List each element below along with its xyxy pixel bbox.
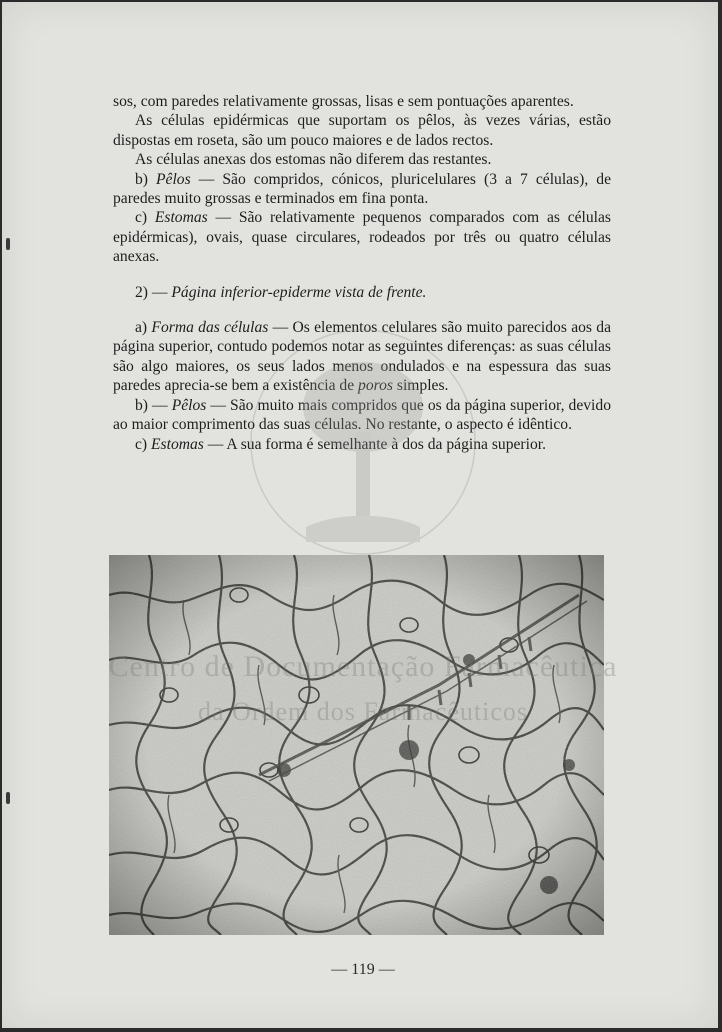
paragraph: As células anexas dos estomas não diferem das restantes. xyxy=(135,151,492,169)
item-term: Estomas xyxy=(154,209,208,227)
paragraph xyxy=(113,435,611,454)
paragraph: As células epidérmicas que suportam os pêlos, às vezes várias, estão dispostas em roseta, são um pouco maiores e de lados rectos. xyxy=(113,112,611,149)
paragraph xyxy=(113,396,611,435)
item-text: — São compridos, cónicos, pluricelulares (3 a 7 células), de paredes muito grossas e terminados em fina ponta. xyxy=(113,170,611,208)
item-label: c) xyxy=(135,209,155,227)
body-text xyxy=(113,92,611,454)
binding-mark xyxy=(6,238,10,250)
item-text: — Os elementos celulares são muito parecidos aos da página superior, contudo podemos notar as seguintes diferenças: as suas células são algo maiores, os seus lados menos ondulados e na espessura das suas paredes aprecia-se bem a existência de xyxy=(113,319,611,395)
item-text: simples. xyxy=(392,377,449,395)
item-term: Forma das células xyxy=(151,319,269,337)
section-number: 2) — xyxy=(135,283,172,301)
paragraph: sos, com paredes relativamente grossas, lisas e sem pontuações aparentes. xyxy=(113,93,574,110)
item-text: — São muito mais compridos que os da página superior, devido ao maior comprimento das suas células. No restante, o aspecto é idêntico. xyxy=(113,396,611,434)
item-label: b) xyxy=(135,170,157,188)
item-term: Pêlos xyxy=(156,170,191,188)
paragraph xyxy=(113,208,611,266)
item-label: c) xyxy=(135,435,152,453)
item-text: — São relativamente pequenos comparados com as células epidérmicas), ovais, quase circulares, rodeados por três ou quatro células anexas. xyxy=(113,209,611,266)
paragraph xyxy=(113,170,611,209)
section-heading xyxy=(113,283,611,302)
micrograph-image xyxy=(109,555,604,935)
item-label: a) xyxy=(135,319,152,337)
paragraph xyxy=(113,318,611,396)
item-label: b) — xyxy=(135,396,172,414)
binding-mark xyxy=(6,792,10,804)
scanned-page xyxy=(2,2,718,1028)
micrograph-figure xyxy=(109,555,604,935)
page-number: — 119 — xyxy=(331,961,395,978)
watermark-line: da Ordem dos Farmacêuticos xyxy=(198,697,528,726)
item-text: — A sua forma é semelhante à dos da página superior. xyxy=(203,435,546,453)
watermark-line: Centro de Documentação Farmacêutica xyxy=(108,650,618,683)
item-term: Estomas xyxy=(151,435,204,453)
item-term: Pêlos xyxy=(171,396,207,414)
section-title: Página inferior-epiderme vista de frente. xyxy=(171,283,427,301)
item-term: poros xyxy=(358,377,393,395)
